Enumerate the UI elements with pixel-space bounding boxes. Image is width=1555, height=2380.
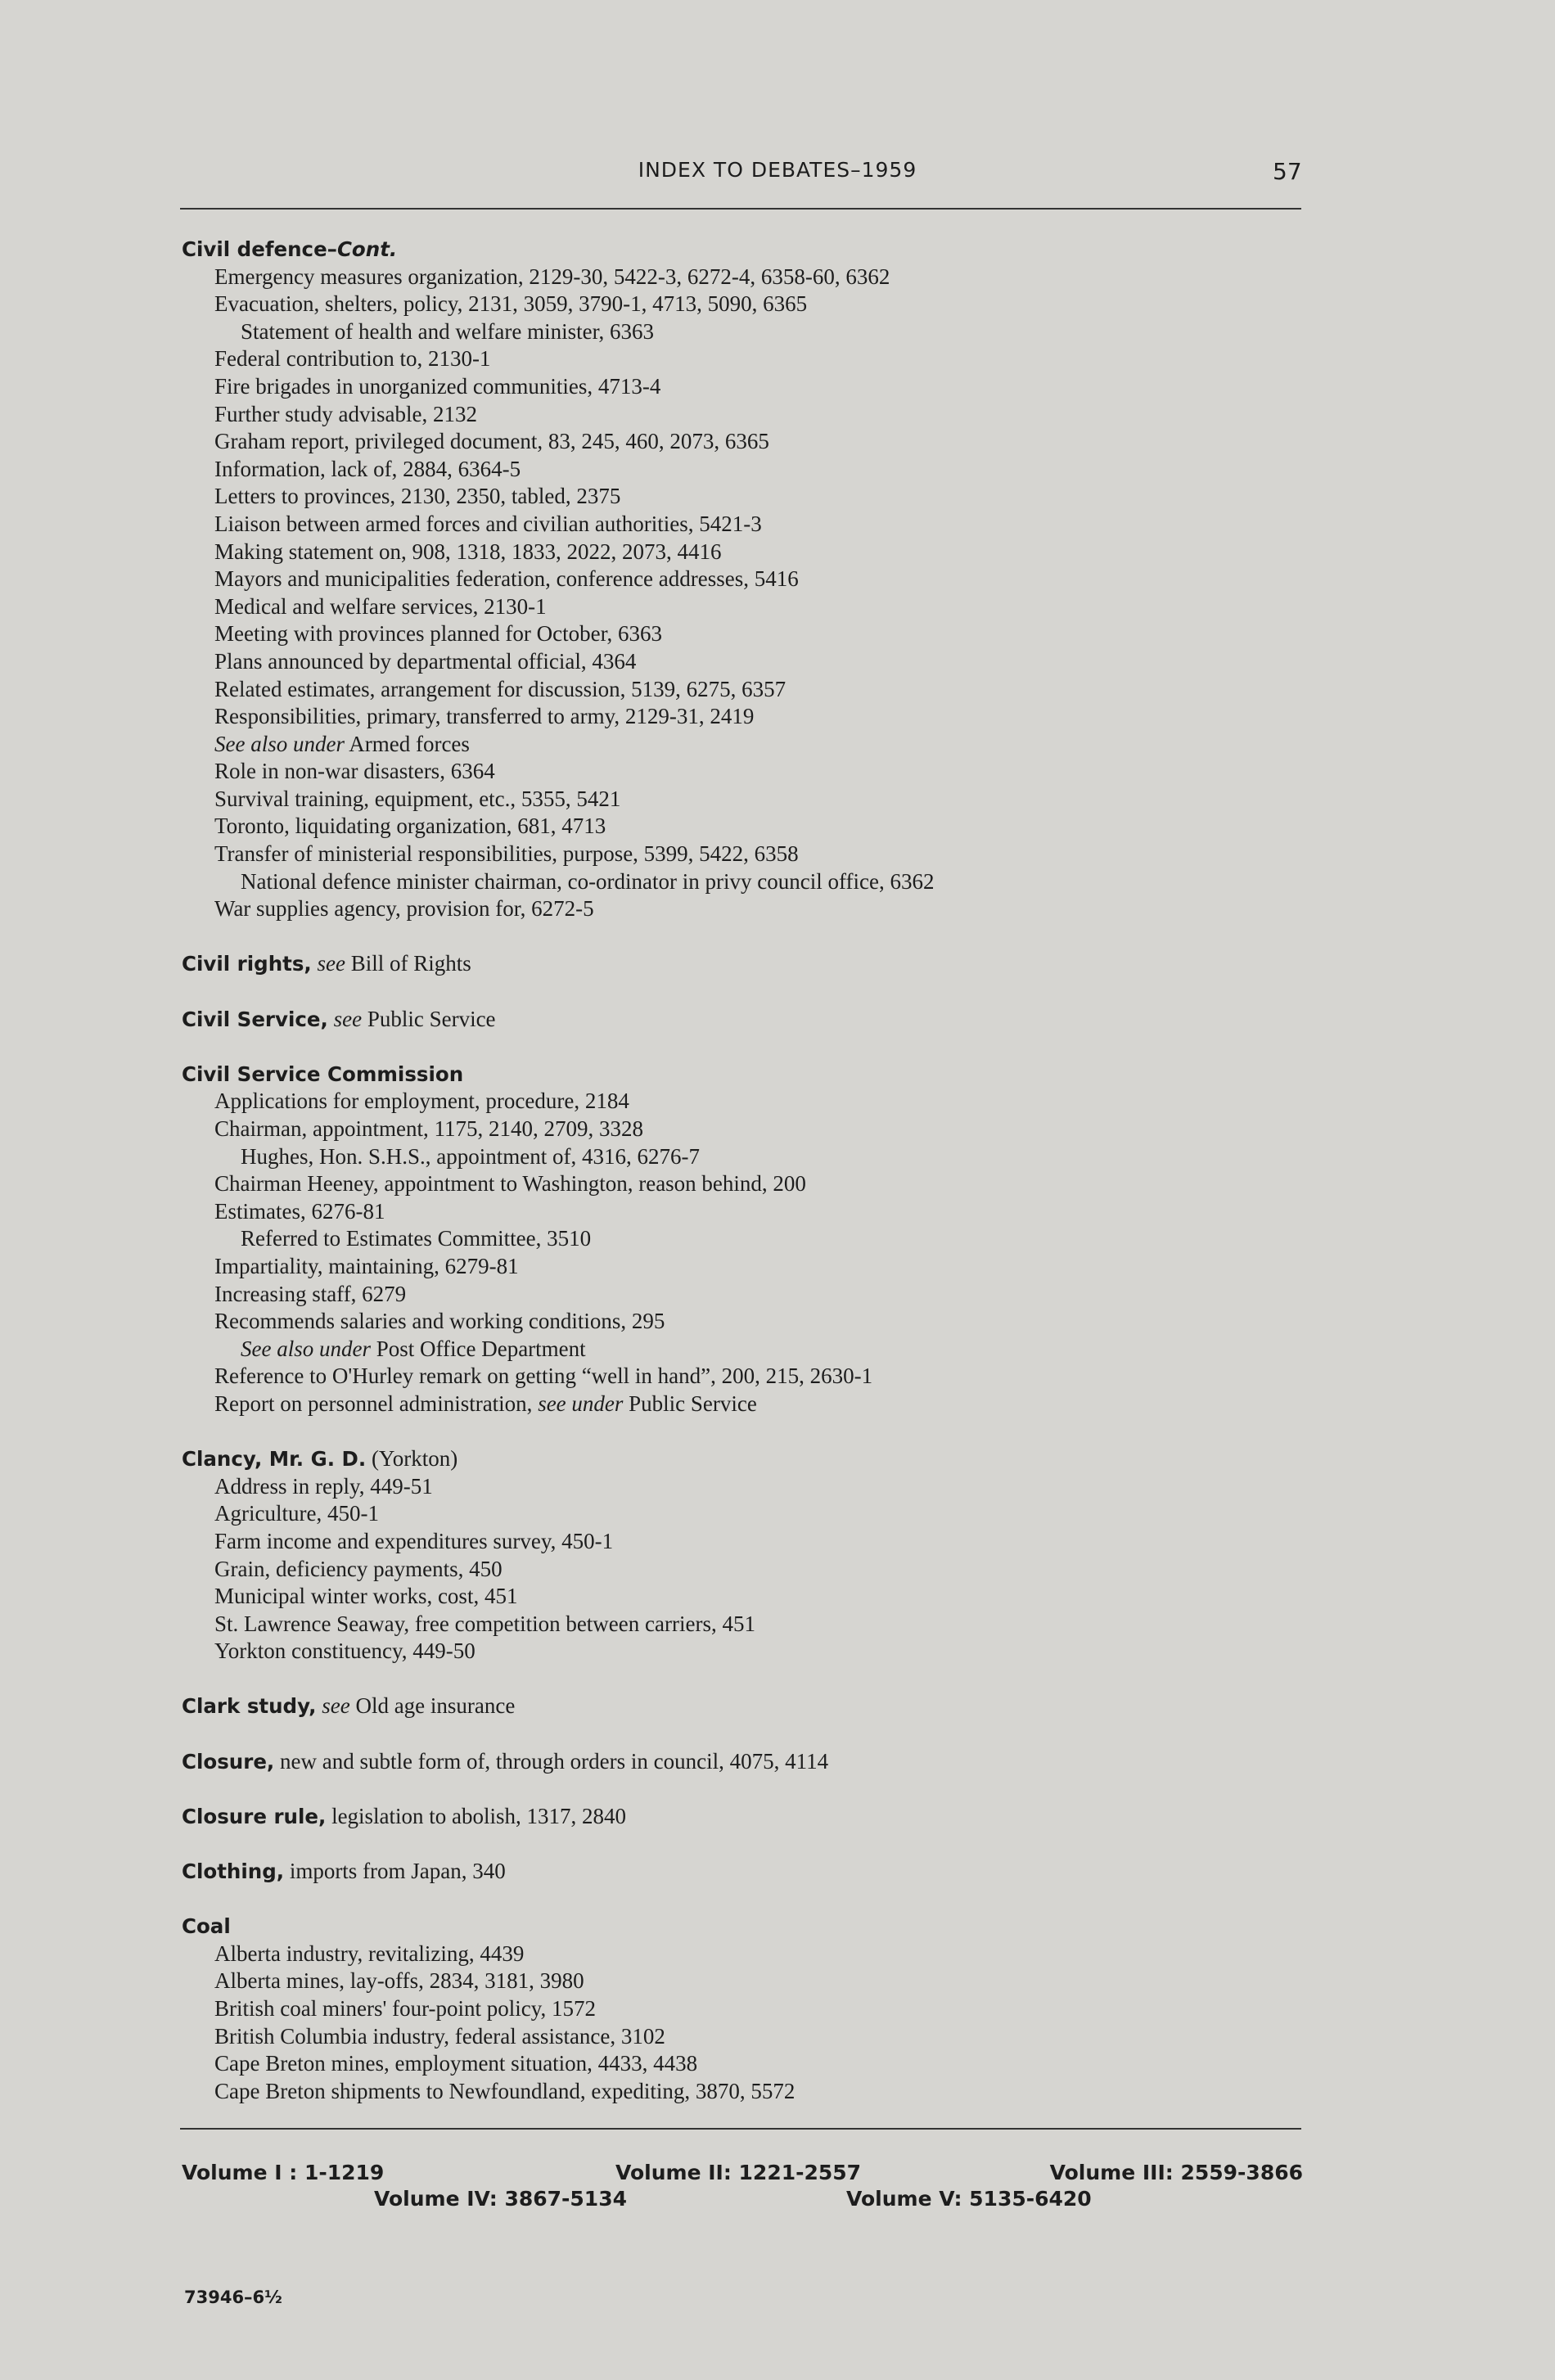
subentry-text: Letters to provinces, 2130, 2350, tabled, 2375 xyxy=(214,484,621,509)
index-subentry xyxy=(182,1253,1303,1281)
subentry-text: Hughes, Hon. S.H.S., appointment of, 4316, 6276-7 xyxy=(241,1143,700,1169)
subentry-text: Emergency measures organization, 2129-30, 5422-3, 6272-4, 6358-60, 6362 xyxy=(214,264,890,289)
subentry-text: Alberta industry, revitalizing, 4439 xyxy=(214,1941,525,1966)
index-sub-subentry xyxy=(182,1143,1303,1171)
top-rule xyxy=(180,208,1301,210)
index-sub-subentry xyxy=(182,1225,1303,1253)
index-subentry xyxy=(182,676,1303,704)
volume-range: Volume V: 5135-6420 xyxy=(846,2187,1092,2211)
index-subentry xyxy=(182,1116,1303,1143)
index-subentry xyxy=(182,1583,1303,1611)
index-subentry xyxy=(182,2050,1303,2078)
page-number: 57 xyxy=(1273,158,1302,185)
subentry-text: Farm income and expenditures survey, 450-1 xyxy=(214,1528,614,1553)
subentry-text: Further study advisable, 2132 xyxy=(214,401,477,426)
subentry-text: War supplies agency, provision for, 6272-5 xyxy=(214,896,594,922)
subentry-text: Alberta mines, lay-offs, 2834, 3181, 3980 xyxy=(214,1968,584,1994)
subentry-text: Making statement on, 908, 1318, 1833, 2022, 2073, 4416 xyxy=(214,539,722,564)
subentry-text: Impartiality, maintaining, 6279-81 xyxy=(214,1253,519,1278)
subentry-text: Responsibilities, primary, transferred to army, 2129-31, 2419 xyxy=(214,704,755,729)
see-reference: see xyxy=(322,1693,350,1719)
index-subentry xyxy=(182,1968,1303,1995)
subentry-text: Chairman Heeney, appointment to Washington, reason behind, 200 xyxy=(214,1171,806,1197)
index-subentry xyxy=(182,566,1303,593)
subentry-text: Increasing staff, 6279 xyxy=(214,1281,407,1306)
index-subentry xyxy=(182,1088,1303,1116)
index-subentry xyxy=(182,620,1303,648)
entry-heading-text: Public Service xyxy=(367,1006,496,1031)
index-subentry xyxy=(182,1995,1303,2023)
subentry-text: Address in reply, 449-51 xyxy=(214,1473,433,1499)
index-entry xyxy=(182,1061,1303,1418)
subentry-text: St. Lawrence Seaway, free competition between carriers, 451 xyxy=(214,1611,755,1636)
index-sub-subentry xyxy=(182,868,1303,896)
volume-range: Volume IV: 3867-5134 xyxy=(374,2187,627,2211)
subentry-text: Grain, deficiency payments, 450 xyxy=(214,1556,503,1581)
volume-range: Volume III: 2559-3866 xyxy=(1049,2161,1303,2184)
index-subentry xyxy=(182,1473,1303,1501)
index-entry xyxy=(182,236,1303,923)
subentry-text: Information, lack of, 2884, 6364-5 xyxy=(214,456,521,481)
entry-heading: Civil defence– xyxy=(182,237,337,261)
subentry-text: Plans announced by departmental official, 4364 xyxy=(214,648,637,674)
subentry-text: Role in non-war disasters, 6364 xyxy=(214,759,495,784)
index-subentry xyxy=(182,291,1303,318)
subentry-text: Estimates, 6276-81 xyxy=(214,1198,385,1224)
entry-heading-text: Bill of Rights xyxy=(350,951,471,976)
subentry-text: National defence minister chairman, co-ordinator in privy council office, 6362 xyxy=(241,868,935,894)
subentry-text: Reference to O'Hurley remark on getting “well in hand”, 200, 215, 2630-1 xyxy=(214,1364,873,1389)
see-reference: see under xyxy=(538,1391,624,1416)
subentry-target: Public Service xyxy=(629,1391,757,1416)
entry-heading-line xyxy=(182,1748,1303,1776)
index-entry xyxy=(182,1748,1303,1776)
subentry-text: Chairman, appointment, 1175, 2140, 2709, 3328 xyxy=(214,1116,643,1141)
subentry-text: Applications for employment, procedure, 2184 xyxy=(214,1089,629,1114)
running-head: INDEX TO DEBATES–1959 xyxy=(638,158,917,182)
subentry-text: Medical and welfare services, 2130-1 xyxy=(214,593,547,619)
entry-heading: Clancy, Mr. G. D. xyxy=(182,1447,367,1472)
subentry-text: Survival training, equipment, etc., 5355, 5421 xyxy=(214,786,621,811)
entry-heading: Closure, xyxy=(182,1749,275,1774)
index-subentry xyxy=(182,2023,1303,2051)
entry-heading: Closure rule, xyxy=(182,1804,327,1828)
entry-heading-text: new and subtle form of, through orders in council, 4075, 4114 xyxy=(280,1748,829,1774)
index-subentry xyxy=(182,2078,1303,2106)
subentry-text: Municipal winter works, cost, 451 xyxy=(214,1584,518,1609)
index-subentry xyxy=(182,1170,1303,1198)
index-subentry xyxy=(182,1363,1303,1391)
see-also-reference: See also under xyxy=(241,1336,371,1361)
entry-heading-continued: Cont. xyxy=(336,237,398,261)
entry-heading-text: legislation to abolish, 1317, 2840 xyxy=(331,1803,627,1828)
index-subentry xyxy=(182,895,1303,923)
entry-heading-line xyxy=(182,1858,1303,1886)
volume-range: Volume II: 1221-2557 xyxy=(615,2161,862,2184)
index-subentry xyxy=(182,593,1303,621)
index-subentry xyxy=(182,813,1303,841)
subentry-text: Referred to Estimates Committee, 3510 xyxy=(241,1226,592,1251)
index-subentry xyxy=(182,1941,1303,1968)
index-subentry xyxy=(182,456,1303,484)
entry-heading-line xyxy=(182,950,1303,978)
entry-heading: Clark study, xyxy=(182,1694,317,1719)
subentry-text: Cape Breton mines, employment situation, 4433, 4438 xyxy=(214,2051,698,2076)
entry-heading-text: Old age insurance xyxy=(355,1693,516,1719)
index-sub-subentry xyxy=(182,1336,1303,1364)
entry-heading-text: imports from Japan, 340 xyxy=(289,1859,506,1884)
index-subentry xyxy=(182,539,1303,566)
index-body xyxy=(182,236,1303,2105)
index-subentry xyxy=(182,345,1303,373)
index-entry xyxy=(182,1913,1303,2105)
subentry-text: Post Office Department xyxy=(376,1336,586,1361)
index-subentry xyxy=(182,786,1303,814)
index-subentry xyxy=(182,1281,1303,1309)
subentry-text: Report on personnel administration, xyxy=(214,1391,533,1416)
entry-heading: Civil Service Commission xyxy=(182,1062,464,1086)
see-also-reference: See also under xyxy=(214,731,345,756)
index-subentry xyxy=(182,758,1303,786)
subentry-text: Agriculture, 450-1 xyxy=(214,1501,379,1526)
index-entry xyxy=(182,1445,1303,1666)
entry-heading: Clothing, xyxy=(182,1859,285,1884)
index-subentry xyxy=(182,1638,1303,1666)
index-subentry xyxy=(182,264,1303,291)
index-subentry xyxy=(182,428,1303,456)
index-subentry xyxy=(182,1556,1303,1584)
index-subentry xyxy=(182,1308,1303,1336)
subentry-text: Cape Breton shipments to Newfoundland, expediting, 3870, 5572 xyxy=(214,2078,796,2103)
index-subentry xyxy=(182,511,1303,539)
volume-ranges xyxy=(182,2161,1303,2226)
entry-heading-line xyxy=(182,1693,1303,1720)
subentry-text: Meeting with provinces planned for October, 6363 xyxy=(214,621,663,647)
index-subentry xyxy=(182,648,1303,676)
index-entry xyxy=(182,1858,1303,1886)
printer-folio: 73946–6½ xyxy=(184,2288,282,2307)
index-subentry xyxy=(182,1500,1303,1528)
index-entry xyxy=(182,1803,1303,1831)
subentry-text: Federal contribution to, 2130-1 xyxy=(214,346,491,372)
index-subentry xyxy=(182,373,1303,401)
subentry-text: Liaison between armed forces and civilian authorities, 5421-3 xyxy=(214,511,762,536)
entry-heading: Civil rights, xyxy=(182,952,312,976)
subentry-text: Fire brigades in unorganized communities, 4713-4 xyxy=(214,373,661,399)
subentry-text: Graham report, privileged document, 83, 245, 460, 2073, 6365 xyxy=(214,429,769,454)
index-entry xyxy=(182,1006,1303,1034)
entry-heading: Coal xyxy=(182,1914,231,1939)
entry-heading-line xyxy=(182,236,1303,264)
entry-heading-line xyxy=(182,1061,1303,1089)
subentry-text: British coal miners' four-point policy, 1572 xyxy=(214,1996,597,2021)
entry-heading-text: (Yorkton) xyxy=(371,1446,458,1472)
subentry-text: Mayors and municipalities federation, conference addresses, 5416 xyxy=(214,566,799,592)
subentry-text: Evacuation, shelters, policy, 2131, 3059, 3790-1, 4713, 5090, 6365 xyxy=(214,291,808,317)
subentry-text: British Columbia industry, federal assistance, 3102 xyxy=(214,2023,665,2049)
entry-heading-line xyxy=(182,1006,1303,1034)
index-entry xyxy=(182,1693,1303,1720)
subentry-text: Statement of health and welfare minister, 6363 xyxy=(241,318,655,344)
index-subentry xyxy=(182,703,1303,731)
subentry-text: Yorkton constituency, 449-50 xyxy=(214,1639,476,1664)
subentry-text: Armed forces xyxy=(349,731,470,756)
entry-heading-line xyxy=(182,1803,1303,1831)
index-subentry xyxy=(182,1611,1303,1639)
index-subentry xyxy=(182,483,1303,511)
index-subentry xyxy=(182,1198,1303,1226)
index-subentry xyxy=(182,1528,1303,1556)
entry-heading: Civil Service, xyxy=(182,1007,328,1031)
volume-range: Volume I : 1-1219 xyxy=(182,2161,385,2184)
see-reference: see xyxy=(317,951,345,976)
index-subentry xyxy=(182,1391,1303,1418)
subentry-text: Transfer of ministerial responsibilities, purpose, 5399, 5422, 6358 xyxy=(214,841,799,867)
subentry-text: Toronto, liquidating organization, 681, 4713 xyxy=(214,814,606,839)
index-sub-subentry xyxy=(182,318,1303,346)
subentry-text: Recommends salaries and working conditions, 295 xyxy=(214,1309,665,1334)
bottom-rule xyxy=(180,2128,1301,2130)
entry-heading-line xyxy=(182,1445,1303,1473)
index-subentry xyxy=(182,841,1303,868)
entry-heading-line xyxy=(182,1913,1303,1941)
see-reference: see xyxy=(333,1006,363,1031)
subentry-text: Related estimates, arrangement for discussion, 5139, 6275, 6357 xyxy=(214,676,787,701)
index-subentry xyxy=(182,731,1303,759)
index-entry xyxy=(182,950,1303,978)
index-subentry xyxy=(182,401,1303,429)
